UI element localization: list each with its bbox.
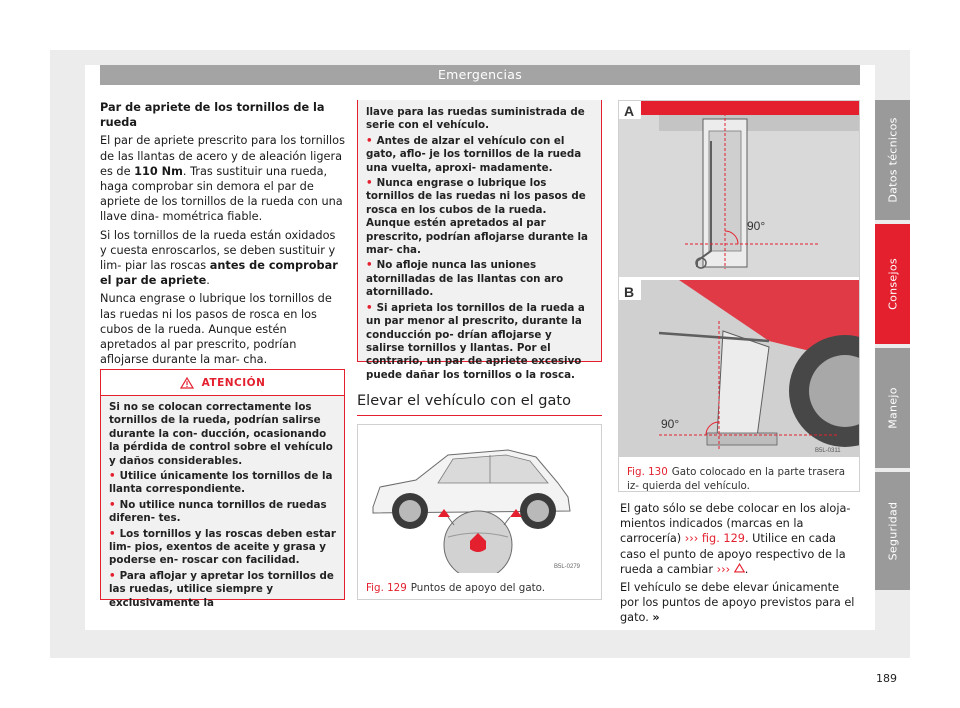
chapter-header: Emergencias bbox=[100, 65, 860, 85]
warning-bullet: • Antes de alzar el vehículo con el gato, aflo- je los tornillos de la rueda una vuelta, aproxi- madamente. bbox=[366, 134, 582, 174]
torque-paragraph-1: El par de apriete prescrito para los tornillos de las llantas de acero y de aleación ligera es de 110 Nm. Tras sustituir una rueda, haga comprobar sin demora el par de apriete de los tornillos de la rueda con una llave dina- mométrica fiable. bbox=[100, 134, 345, 224]
figure-130 bbox=[618, 100, 860, 492]
continue-arrow: » bbox=[652, 611, 660, 625]
warning-bullet: • Utilice únicamente los tornillos de la llanta correspondiente. bbox=[109, 470, 333, 496]
page-number: 189 bbox=[876, 672, 897, 685]
jack-placement-illustration bbox=[619, 101, 859, 457]
warning-bullet: • Los tornillos y las roscas deben estar lim- pios, exentos de aceite y grasa y poderse en- roscar con facilidad. bbox=[109, 527, 336, 567]
tab-consejos[interactable]: Consejos bbox=[875, 224, 910, 344]
panel-b-angle: 90° bbox=[661, 417, 680, 431]
jack-paragraph-1: El gato sólo se debe colocar en los aloja- mientos indicados (marcas en la carrocería) ››› fig. 129. Utilice en cada caso el punto de apoyo respectivo de la rueda a cambiar ››› . bbox=[620, 502, 851, 576]
tab-seguridad[interactable]: Seguridad bbox=[875, 472, 910, 590]
jack-paragraph-2: El vehículo se debe elevar únicamente por los puntos de apoyo previstos para el gato. » bbox=[620, 581, 855, 625]
figure-130-caption: Fig. 130 Gato colocado en la parte trasera iz- quierda del vehículo. bbox=[627, 466, 846, 492]
left-column bbox=[100, 100, 345, 370]
panel-a-label: A bbox=[624, 103, 635, 119]
fig-129-link[interactable]: ››› fig. 129 bbox=[684, 532, 745, 546]
warning-bullet: • Nunca engrase o lubrique los tornillos de las ruedas ni los pasos de rosca en los cubos de la rueda. Aunque estén apretados al par prescrito, podrían aflojarse durante la mar- cha. bbox=[366, 177, 588, 257]
figure-code: B5L-0279 bbox=[554, 564, 581, 570]
figure-129-caption: Fig. 129 Puntos de apoyo del gato. bbox=[366, 582, 546, 594]
right-column bbox=[620, 501, 860, 629]
tab-manejo[interactable]: Manejo bbox=[875, 348, 910, 468]
torque-heading: Par de apriete de los tornillos de la rueda bbox=[100, 101, 325, 130]
warning-bullet: • No afloje nunca las uniones atornilladas de las llantas con aro atornillado. bbox=[366, 259, 564, 299]
warning-bullet: • No utilice nunca tornillos de ruedas diferen- tes. bbox=[109, 498, 327, 525]
panel-a-angle: 90° bbox=[747, 219, 766, 233]
warning-bullet: • Si aprieta los tornillos de la rueda a un par menor al prescrito, durante la conducción po- drían aflojarse y salirse tornillos y llantas. Por el contrario, un par de apriete excesivo puede dañar los tornillos o la rosca. bbox=[366, 301, 585, 381]
car-jack-points-illustration bbox=[358, 425, 601, 573]
figure-129 bbox=[357, 424, 602, 600]
warning-box-continued bbox=[357, 100, 602, 381]
warning-body-continued: llave para las ruedas suministrada de serie con el vehículo. • Antes de alzar el vehículo con el gato, aflo- je los tornillos de la rueda una vuelta, aproxi- madamente. • Nunca engrase o lubrique los tornillos de las ruedas ni los pasos de rosca en los cubos de la rueda. Aunque estén apretados al par prescrito, podrían aflojarse durante la mar- cha. • No afloje nunca las uniones atornilladas de las llantas con aro atornillado. • Si aprieta los tornillos de la rueda a un par menor al prescrito, durante la conducción po- drían aflojarse y salirse tornillos y llantas. Por el contrario, un par de apriete excesivo puede dañar los tornillos o la rosca. bbox=[358, 100, 601, 389]
warning-bullet: • Para aflojar y apretar los tornillos de las ruedas, utilice siempre y exclusivamente la bbox=[109, 569, 334, 609]
warning-link[interactable]: ››› bbox=[716, 562, 731, 576]
warning-header: ATENCIÓN bbox=[101, 370, 344, 396]
warning-box bbox=[100, 369, 345, 609]
torque-paragraph-3: Nunca engrase o lubrique los tornillos de las ruedas ni los pasos de rosca en los cubos de la rueda. Aunque estén apretados al par prescrito, podrían aflojarse durante la mar- cha. bbox=[100, 292, 332, 367]
figure-code: B5L-0311 bbox=[815, 448, 841, 454]
tab-datos-tecnicos[interactable]: Datos técnicos bbox=[875, 100, 910, 220]
warning-triangle-icon bbox=[734, 563, 745, 573]
panel-b-label: B bbox=[624, 284, 635, 300]
torque-paragraph-2: Si los tornillos de la rueda están oxidados y cuesta enroscarlos, se deben sustituir y lim- piar las roscas antes de comprobar el par de apriete. bbox=[100, 228, 338, 288]
warning-triangle-icon bbox=[180, 377, 194, 389]
section-title: Elevar el vehículo con el gato bbox=[357, 393, 602, 416]
warning-body: Si no se colocan correctamente los tornillos de la rueda, podrían salirse durante la con- ducción, ocasionando la pérdida de control sobre el vehículo y daños considerables. • Utilice únicamente los tornillos de la llanta correspondiente. • No utilice nunca tornillos de ruedas diferen- tes. • Los tornillos y las roscas deben estar lim- pios, exentos de aceite y grasa y poderse en- roscar con facilidad. • Para aflojar y apretar los tornillos de las ruedas, utilice siempre y exclusivamente la bbox=[109, 401, 336, 609]
